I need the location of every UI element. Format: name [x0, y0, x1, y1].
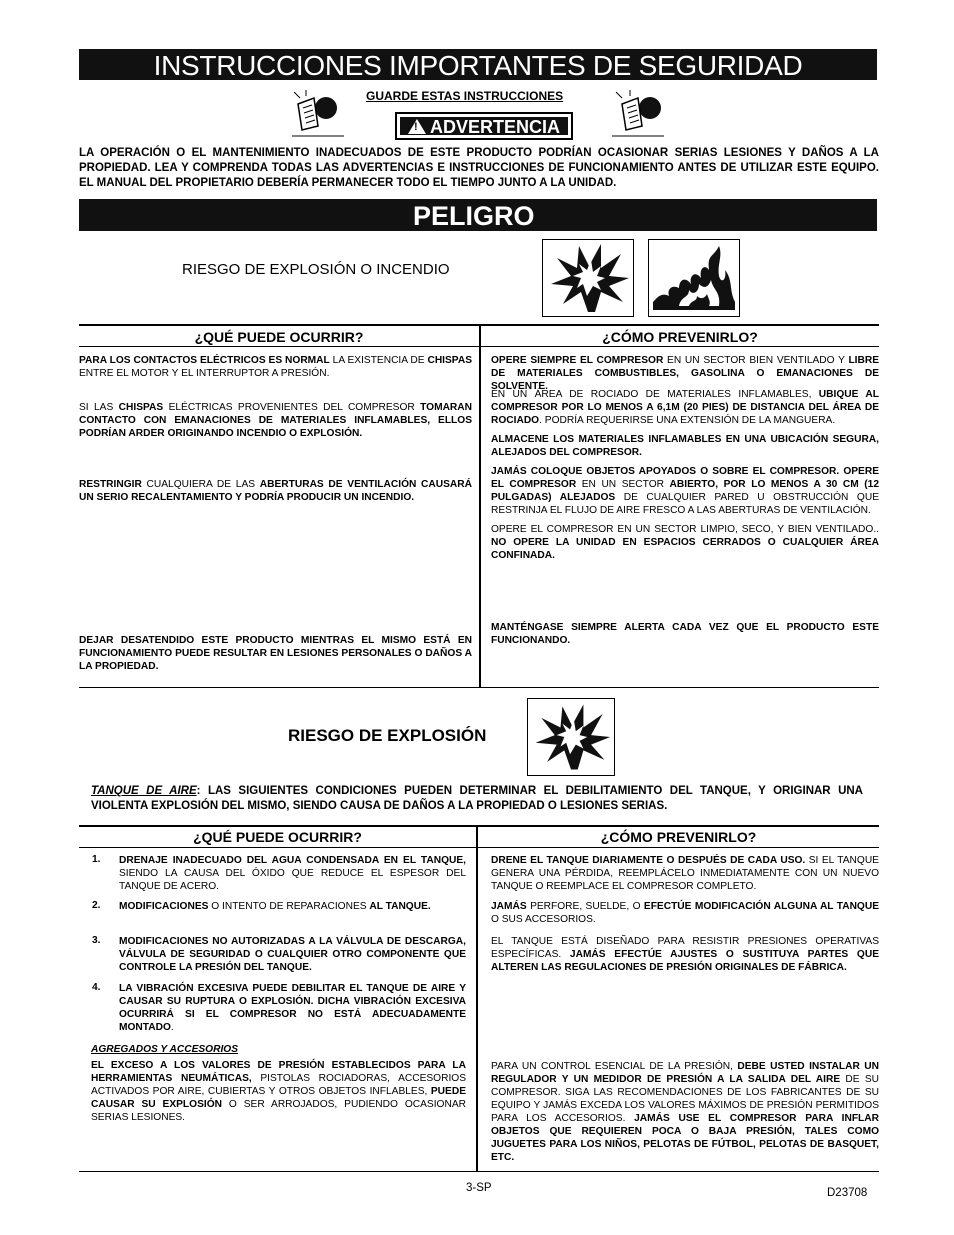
- table-divider: [476, 825, 478, 1171]
- warning-label: ADVERTENCIA: [429, 117, 560, 137]
- hazard-cell: RESTRINGIR CUALQUIERA DE LAS ABERTURAS DE VENTILACIÓN CAUSARÁ UN SERIO RECALENTAMIENTO Y PODRÍA PRODUCIR UN INCENDIO.: [79, 479, 472, 503]
- prevention-cell: OPERE SIEMPRE EL COMPRESOR EN UN SECTOR BIEN VENTILADO Y LIBRE DE MATERIALES COMBUSTIBLES, GASOLINA O EMANACIONES DE SOLVENTE.: [491, 355, 879, 392]
- save-instructions-note: GUARDE ESTAS INSTRUCCIONES: [366, 89, 564, 103]
- prevention-cell: MANTÉNGASE SIEMPRE ALERTA CADA VEZ QUE EL PRODUCTO ESTE FUNCIONANDO.: [491, 622, 879, 646]
- explosion-icon: [527, 698, 615, 776]
- column-header-what: ¿QUÉ PUEDE OCURRIR?: [193, 829, 362, 845]
- column-header-prevent: ¿CÓMO PREVENIRLO?: [602, 329, 758, 345]
- hazard-cell: DRENAJE INADECUADO DEL AGUA CONDENSADA EN EL TANQUE, SIENDO LA CAUSA DEL ÓXIDO QUE REDUCE EL ESPESOR DEL TANQUE DE ACERO.: [119, 855, 466, 892]
- page-title: INSTRUCCIONES IMPORTANTES DE SEGURIDAD: [79, 49, 877, 80]
- intro-warning-text: LA OPERACIÓN O EL MANTENIMIENTO INADECUADOS DE ESTE PRODUCTO PODRÍAN OCASIONAR SERIAS LESIONES Y DAÑOS A LA PROPIEDAD. LEA Y COMPRENDA TODAS LAS ADVERTENCIAS E INSTRUCCIONES DE FUNCIONAMIENTO ANTES DE UTILIZAR ESTE EQUIPO. EL MANUAL DEL PROPIETARIO DEBERÍA PERMANECER TODO EL TIEMPO JUNTO A LA UNIDAD.: [79, 147, 879, 189]
- item-number: 4.: [92, 982, 101, 993]
- hazard-cell: SI LAS CHISPAS ELÉCTRICAS PROVENIENTES DEL COMPRESOR TOMARAN CONTACTO CON EMANACIONES DE MATERIALES INFLAMABLES, ELLOS PODRÍAN ARDER ORIGINANDO INCENDIO O EXPLOSIÓN.: [79, 402, 473, 439]
- hazard-cell: PARA LOS CONTACTOS ELÉCTRICOS ES NORMAL LA EXISTENCIA DE CHISPAS ENTRE EL MOTOR Y EL INTERRUPTOR A PRESIÓN.: [79, 355, 472, 379]
- prevention-cell: ALMACENE LOS MATERIALES INFLAMABLES EN UNA UBICACIÓN SEGURA, ALEJADOS DEL COMPRESOR.: [491, 434, 879, 458]
- prevention-cell: JAMÁS COLOQUE OBJETOS APOYADOS O SOBRE EL COMPRESOR. OPERE EL COMPRESOR EN UN SECTOR ABIERTO, POR LO MENOS A 30 CM (12 PULGADAS) ALEJADOS DE CUALQUIER PARED U OBSTRUCCIÓN QUE RESTRINJA EL FLUJO DE AIRE FRESCO A LAS ABERTURAS DE VENTILACIÓN.: [491, 466, 879, 516]
- document-code: D23708: [827, 1187, 868, 1199]
- table-divider: [79, 1171, 879, 1172]
- table-divider: [478, 847, 879, 848]
- tank-warning-text: TANQUE DE AIRE: LAS SIGUIENTES CONDICIONES PUEDEN DETERMINAR EL DEBILITAMIENTO DEL TANQUE, Y ORIGINAR UNA VIOLENTA EXPLOSIÓN DEL MISMO, SIENDO CAUSA DE DAÑOS A LA PROPIEDAD O LESIONES SERIAS.: [91, 785, 863, 812]
- item-number: 3.: [92, 935, 101, 946]
- page-number: 3-SP: [466, 1182, 492, 1194]
- hazard-title-explosion-fire: RIESGO DE EXPLOSIÓN O INCENDIO: [182, 261, 450, 278]
- table-divider: [79, 346, 479, 347]
- hazard-cell: LA VIBRACIÓN EXCESIVA PUEDE DEBILITAR EL TANQUE DE AIRE Y CAUSAR SU RUPTURA O EXPLOSIÓN. DICHA VIBRACIÓN EXCESIVA OCURRIRÁ SI EL COMPRESOR NO ESTÁ ADECUADAMENTE MONTADO.: [119, 983, 466, 1033]
- table-divider: [79, 687, 879, 688]
- prevention-cell: DRENE EL TANQUE DIARIAMENTE O DESPUÉS DE CADA USO. SI EL TANQUE GENERA UNA PÉRDIDA, REEMPLÁCELO INMEDIATAMENTE CON UN NUEVO TANQUE O REEMPLACE EL COMPRESOR COMPLETO.: [491, 855, 879, 892]
- danger-banner: PELIGRO: [79, 199, 877, 231]
- warning-badge: [395, 112, 573, 140]
- prevention-cell: EN UN ÁREA DE ROCIADO DE MATERIALES INFLAMABLES, UBIQUE AL COMPRESOR POR LO MENOS A 6,1M (20 PIES) DE DISTANCIA DEL ÁREA DE ROCIADO. PODRÍA REQUERIRSE UNA EXTENSIÓN DE LA MANGUERA.: [491, 389, 880, 426]
- prevention-cell: PARA UN CONTROL ESENCIAL DE LA PRESIÓN, DEBE USTED INSTALAR UN REGULADOR Y UN MEDIDOR DE PRESIÓN A LA SALIDA DEL AIRE DE SU COMPRESOR. SIGA LAS RECOMENDACIONES DE LOS FABRICANTES DE SU EQUIPO Y JAMÁS EXCEDA LOS VALORES MÁXIMOS DE PRESIÓN PERMITIDOS PARA LOS ACCESORIOS. JAMÁS USE EL COMPRESOR PARA INFLAR OBJETOS QUE REQUIEREN POCA O BAJA PRESIÓN, TALES COMO JUGUETES PARA LOS NIÑOS, PELOTAS DE FÚTBOL, PELOTAS DE BASQUET, ETC.: [491, 1061, 879, 1163]
- hazard-cell: EL EXCESO A LOS VALORES DE PRESIÓN ESTABLECIDOS PARA LA HERRAMIENTAS NEUMÁTICAS, PISTOLAS ROCIADORAS, ACCESORIOS ACTIVADOS POR AIRE, CUBIERTAS Y OTROS OBJETOS INFLABLES, PUEDE CAUSAR SU EXPLOSIÓN O SER ARROJADOS, PUDIENDO OCASIONAR SERIAS LESIONES.: [91, 1060, 466, 1123]
- hazard-title-explosion: RIESGO DE EXPLOSIÓN: [288, 726, 487, 745]
- accessories-label: AGREGADOS Y ACCESORIOS: [91, 1044, 238, 1055]
- warning-triangle-icon: [408, 119, 426, 134]
- explosion-icon: [542, 239, 634, 317]
- hazard-cell: MODIFICACIONES NO AUTORIZADAS A LA VÁLVULA DE DESCARGA, VÁLVULA DE SEGURIDAD O CUALQUIER OTRO COMPONENTE QUE CONTROLE LA PRESIÓN DEL TANQUE.: [119, 936, 466, 973]
- prevention-cell: EL TANQUE ESTÁ DISEÑADO PARA RESISTIR PRESIONES OPERATIVAS ESPECÍFICAS. JAMÁS EFECTÚE AJUSTES O SUSTITUYA PARTES QUE ALTEREN LAS REGULACIONES DE PRESIÓN ORIGINALES DE FÁBRICA.: [491, 936, 880, 973]
- column-header-what: ¿QUÉ PUEDE OCURRIR?: [194, 329, 364, 345]
- table-divider: [79, 825, 879, 827]
- read-manual-icon: [292, 88, 344, 140]
- table-divider: [481, 346, 879, 347]
- prevention-cell: JAMÁS PERFORE, SUELDE, O EFECTÚE MODIFICACIÓN ALGUNA AL TANQUE O SUS ACCESORIOS.: [491, 901, 880, 925]
- read-manual-icon: [612, 88, 664, 140]
- column-header-prevent: ¿CÓMO PREVENIRLO?: [600, 829, 757, 845]
- item-number: 1.: [92, 854, 101, 865]
- prevention-cell: OPERE EL COMPRESOR EN UN SECTOR LIMPIO, SECO, Y BIEN VENTILADO.. NO OPERE LA UNIDAD EN ESPACIOS CERRADOS O CUALQUIER ÁREA CONFINADA.: [491, 524, 879, 561]
- hazard-cell: MODIFICACIONES O INTENTO DE REPARACIONES AL TANQUE.: [119, 901, 431, 912]
- fire-icon: [648, 239, 740, 317]
- table-divider: [79, 847, 476, 848]
- hazard-cell: DEJAR DESATENDIDO ESTE PRODUCTO MIENTRAS EL MISMO ESTÁ EN FUNCIONAMIENTO PUEDE RESULTAR EN LESIONES PERSONALES O DAÑOS A LA PROPIEDAD.: [79, 635, 472, 672]
- item-number: 2.: [92, 900, 101, 911]
- table-divider: [479, 324, 481, 687]
